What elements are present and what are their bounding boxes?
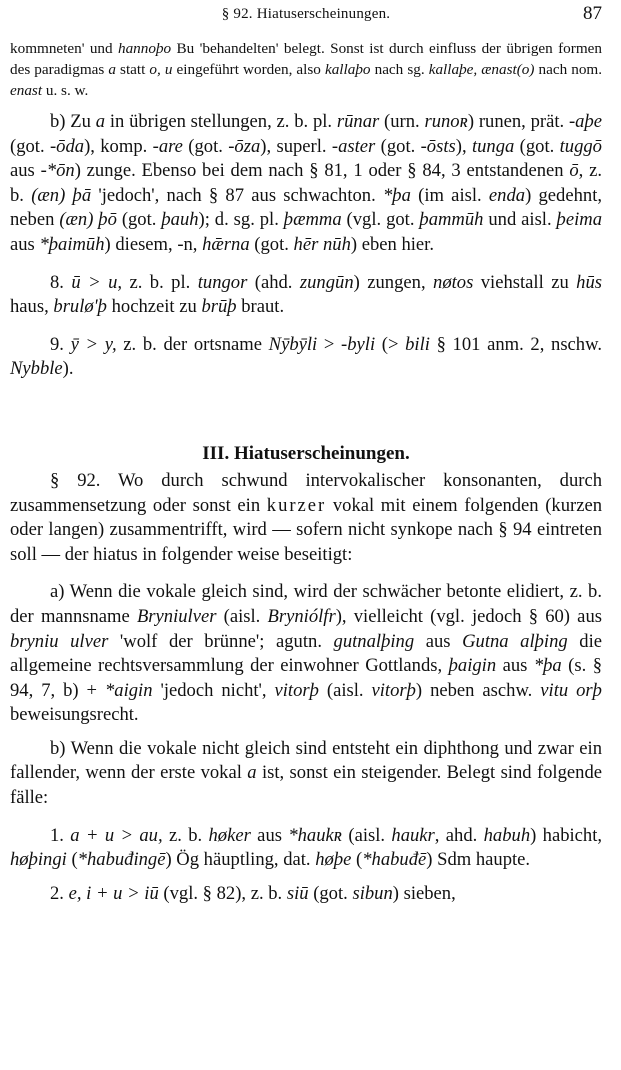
text-run: (got. <box>182 135 229 157</box>
italic-term: a + u > au, <box>70 824 163 846</box>
text-run: ) zunge. Ebenso bei dem nach § 81, 1 oder § 84, 3 entstandenen <box>74 160 570 182</box>
book-page <box>10 0 602 906</box>
text-run: ) runen, prät. <box>467 111 569 132</box>
text-run: (aisl. <box>216 605 268 627</box>
italic-term: vitorþ <box>371 679 416 701</box>
page-header <box>10 0 602 30</box>
text-run: ) Sdm haupte. <box>426 849 531 871</box>
text-run: haus, <box>10 296 54 318</box>
italic-term: bryniu ulver <box>10 630 109 652</box>
text-run: vokal mit einem folgenden (kurzen oder langen) zusammentrifft, wird — sofern nicht synkope nach § 94 eintreten soll — der hiatus in folgender weise beseitigt: <box>10 494 602 565</box>
italic-term: zungūn <box>299 271 354 293</box>
text-run: 1. <box>50 824 71 846</box>
italic-term: -aster <box>331 135 376 157</box>
text-run: u. s. w. <box>42 82 89 99</box>
paragraph-8-long-u <box>10 271 602 320</box>
italic-term: þauh <box>161 209 199 231</box>
italic-term: høker <box>208 824 251 846</box>
italic-term: o, u <box>149 61 173 78</box>
text-run: , ahd. <box>434 824 484 846</box>
italic-term: *habuđingē <box>77 849 166 871</box>
italic-term: -ōza <box>228 135 261 157</box>
text-run: viehstall zu <box>473 271 577 293</box>
italic-term: vitorþ <box>274 679 319 701</box>
italic-term: høþe <box>315 849 352 871</box>
italic-term: *aigin <box>105 679 153 701</box>
italic-term: Nybble <box>10 358 63 380</box>
text-run: ) zungen, <box>353 271 434 293</box>
italic-term: þæmma <box>283 209 342 231</box>
text-run: ), superl. <box>260 135 332 157</box>
paragraph-9-long-y <box>10 333 602 382</box>
italic-term: -ōda <box>49 135 85 157</box>
italic-term: høþingi <box>10 849 67 871</box>
italic-term: rūnar <box>336 111 380 132</box>
text-run: statt <box>115 61 150 78</box>
italic-term: habuh <box>483 824 531 846</box>
italic-term: sibun <box>352 882 393 904</box>
text-run: b) Wenn die vokale nicht gleich sind entsteht ein diphthong und zwar ein fallender, wenn der erste vokal <box>10 737 602 784</box>
italic-term: gutnalþing <box>333 630 415 652</box>
text-run: aus <box>10 233 40 255</box>
italic-term: -ōsts <box>420 135 456 157</box>
text-run: , z. b. <box>10 160 603 206</box>
text-run: 9. <box>50 333 71 355</box>
section-heading: III. Hiatuserscheinungen. <box>202 442 410 464</box>
text-run: (got. <box>375 135 421 157</box>
text-run: ( <box>66 849 78 871</box>
italic-term: siū <box>286 882 309 904</box>
text-run: 'jedoch', nach § 87 aus schwachton. <box>91 184 383 206</box>
italic-term: enast <box>10 82 43 99</box>
text-run: (vgl. § 82), z. b. <box>158 882 287 904</box>
italic-term: tunga <box>471 135 515 157</box>
italic-term: a <box>108 61 116 78</box>
italic-term: vitu orþ <box>540 679 602 701</box>
italic-term: -byli <box>341 333 376 355</box>
text-run: ), komp. <box>84 135 153 157</box>
text-run: (ahd. <box>247 271 300 293</box>
text-run: ). <box>62 358 74 380</box>
italic-term: *haukʀ <box>288 824 343 846</box>
text-run: > <box>317 333 342 355</box>
text-run: aus <box>414 630 463 652</box>
italic-term: bili <box>405 333 430 355</box>
text-run: ist, sonst ein steigender. Belegt sind folgende fälle: <box>10 762 602 809</box>
italic-term: ū > u, <box>71 271 123 293</box>
running-title: § 92. Hiatuserscheinungen. <box>221 6 391 22</box>
italic-term: hūs <box>576 271 603 293</box>
text-run: (vgl. got. <box>341 209 420 231</box>
text-run: ); d. sg. pl. <box>198 209 284 231</box>
text-run: z. b. <box>162 824 209 846</box>
italic-term: tungor <box>197 271 248 293</box>
italic-term: *þaimūh <box>39 233 105 255</box>
text-run: z. b. pl. <box>122 271 198 293</box>
text-run: b) Zu <box>50 111 96 132</box>
italic-term: hǣrna <box>202 233 250 255</box>
text-run: ) habicht, <box>530 824 603 846</box>
italic-term: -are <box>152 135 183 157</box>
paragraph-a-equal-vowels <box>10 580 602 728</box>
italic-term: kallaþo <box>324 61 371 78</box>
spaced-term: kurzer <box>266 494 327 516</box>
italic-term: a <box>247 762 257 784</box>
text-run: 'wolf der brünne'; agutn. <box>108 630 334 652</box>
text-run: und aisl. <box>483 209 557 231</box>
text-run: in übrigen stellungen, z. b. pl. <box>105 111 337 132</box>
text-run: (got. <box>10 135 50 157</box>
text-run: 8. <box>50 271 72 293</box>
italic-term: e, i + u > iū <box>68 882 159 904</box>
text-run: (got. <box>249 233 294 255</box>
text-run: beweisungsrecht. <box>10 704 139 726</box>
italic-term: Bryniulver <box>136 605 217 627</box>
paragraph-continuation <box>10 38 602 101</box>
text-run: aus <box>10 160 41 182</box>
text-run: ) eben hier. <box>350 233 434 255</box>
italic-term: brūþ <box>201 296 237 318</box>
text-run: kommneten' und <box>10 40 118 57</box>
italic-term: *habuđē <box>362 849 427 871</box>
italic-term: tuggō <box>559 135 602 157</box>
text-run: (urn. <box>379 111 425 132</box>
text-run: die allgemeine rechtsversammlung der einwohner Gottlands, <box>10 630 602 677</box>
italic-term: hannoþo <box>117 40 172 57</box>
text-run: (got. <box>116 209 162 231</box>
italic-term: runoʀ <box>424 111 468 132</box>
italic-term: a <box>95 111 106 132</box>
italic-term: Nȳbȳli <box>268 333 318 355</box>
text-run: ), vielleicht (vgl. jedoch § 60) aus <box>335 605 602 627</box>
paragraph-b-other-positions <box>10 110 602 258</box>
text-run: Bu 'behandelten' belegt. Sonst ist durch einfluss der übrigen formen des paradigmas <box>10 40 602 78</box>
page-number: 87 <box>583 3 602 24</box>
text-run: (> <box>375 333 406 355</box>
paragraph-1-a-u <box>10 824 602 873</box>
text-run: ) gedehnt, neben <box>10 184 603 231</box>
text-run: nach nom. <box>534 61 603 78</box>
italic-term: *þa <box>533 655 562 677</box>
text-run: (got. <box>308 882 353 904</box>
italic-term: haukr <box>391 824 435 846</box>
text-run: hochzeit zu <box>106 296 202 318</box>
italic-term: -aþe <box>568 111 602 132</box>
italic-term: þeima <box>556 209 602 231</box>
text-run: § 92. Wo durch schwund intervokalischer konsonanten, durch zusammensetzung oder sonst ein <box>10 469 602 516</box>
text-run: braut. <box>236 296 285 318</box>
italic-term: (æn) þā <box>31 184 92 206</box>
italic-term: ō <box>569 160 579 182</box>
italic-term: -*ōn <box>40 160 75 182</box>
text-run: ), <box>455 135 472 157</box>
text-run: ( <box>351 849 363 871</box>
italic-term: *þa <box>382 184 411 206</box>
italic-term: þammūh <box>419 209 484 231</box>
text-run: (aisl. <box>342 824 392 846</box>
text-run: nach sg. <box>370 61 429 78</box>
text-run: 'jedoch nicht', <box>152 679 275 701</box>
italic-term: (æn) þō <box>59 209 117 231</box>
text-run: (aisl. <box>318 679 372 701</box>
italic-term: þaigin <box>448 655 497 677</box>
text-run: aus <box>250 824 289 846</box>
text-run: ) sieben, <box>392 882 456 904</box>
text-run: z. b. der ortsname <box>116 333 269 355</box>
italic-term: hēr nūh <box>293 233 351 255</box>
text-run: § 101 anm. 2, nschw. <box>429 333 602 355</box>
text-run: a) Wenn die vokale gleich sind, wird der schwächer betonte elidiert, z. b. der mannsname <box>10 581 602 627</box>
text-run: (im aisl. <box>410 184 489 206</box>
text-run: ) diesem, -n, <box>104 233 203 255</box>
text-run: (s. § 94, 7, b) + <box>10 655 602 701</box>
text-run: ) Ög häuptling, dat. <box>165 849 316 871</box>
paragraph-section-92 <box>10 469 602 567</box>
text-run: aus <box>496 655 534 677</box>
text-run: eingeführt worden, also <box>172 61 325 78</box>
text-run: ) neben aschw. <box>415 679 541 701</box>
paragraph-2-e-i-u <box>10 882 602 907</box>
italic-term: nøtos <box>433 271 474 293</box>
paragraph-b-unequal-vowels <box>10 737 602 811</box>
text-run: 2. <box>50 882 69 904</box>
italic-term: Gutna alþing <box>462 630 568 652</box>
italic-term: kallaþe, ænast(o) <box>428 61 535 78</box>
italic-term: ȳ > y, <box>70 333 117 355</box>
text-run: (got. <box>514 135 560 157</box>
italic-term: brulø'þ <box>53 296 107 318</box>
italic-term: Bryniólfr <box>267 605 336 627</box>
italic-term: enda <box>488 184 526 206</box>
